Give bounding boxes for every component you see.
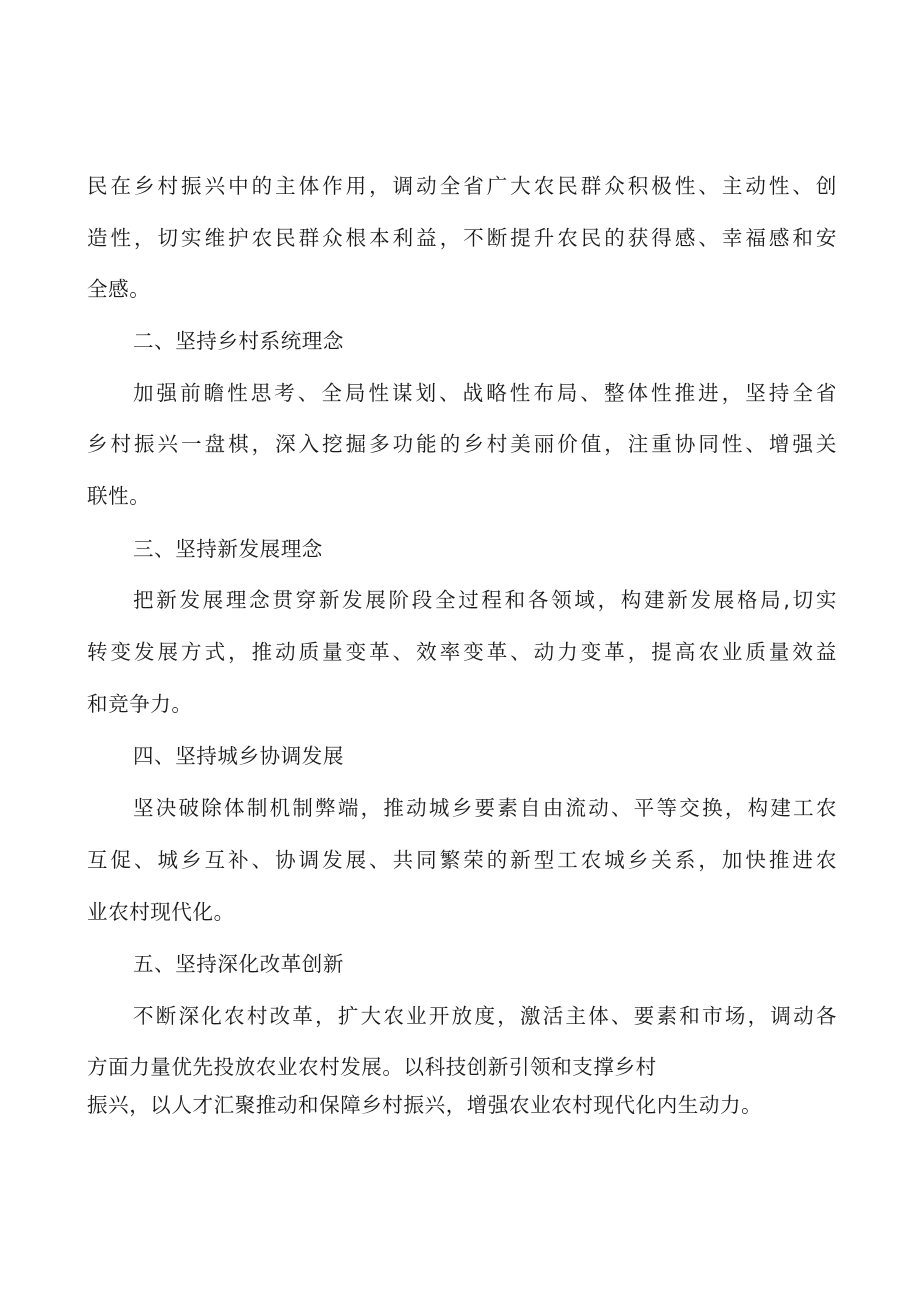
section-heading: 二、坚持乡村系统理念	[133, 329, 344, 353]
paragraph-line: 不断深化农村改革，扩大农业开放度，激活主体、要素和市场，调动各	[133, 1004, 837, 1028]
paragraph-line: 全感。	[87, 277, 151, 301]
paragraph-line: 和竞争力。	[87, 692, 193, 716]
paragraph-line: 振兴，以人才汇聚推动和保障乡村振兴，增强农业农村现代化内生动力。	[87, 1093, 763, 1117]
paragraph-line: 转变发展方式，推动质量变革、效率变革、动力变革，提高农业质量效益	[87, 640, 837, 664]
paragraph-line: 业农村现代化。	[87, 900, 235, 924]
paragraph-line: 加强前瞻性思考、全局性谋划、战略性布局、整体性推进，坚持全省	[133, 381, 837, 405]
paragraph-line: 造性，切实维护农民群众根本利益，不断提升农民的获得感、幸福感和安	[87, 226, 837, 250]
section-heading: 三、坚持新发展理念	[133, 537, 323, 561]
paragraph-line: 民在乡村振兴中的主体作用，调动全省广大农民群众积极性、主动性、创	[87, 174, 837, 198]
paragraph-line: 把新发展理念贯穿新发展阶段全过程和各领域，构建新发展格局,切实	[133, 588, 837, 612]
paragraph-line: 互促、城乡互补、协调发展、共同繁荣的新型工农城乡关系，加快推进农	[87, 848, 837, 872]
paragraph-line: 坚决破除体制机制弊端，推动城乡要素自由流动、平等交换，构建工农	[133, 796, 837, 820]
section-heading: 五、坚持深化改革创新	[133, 952, 344, 976]
section-heading: 四、坚持城乡协调发展	[133, 744, 344, 768]
paragraph-line: 乡村振兴一盘棋，深入挖掘多功能的乡村美丽价值，注重协同性、增强关	[87, 432, 837, 456]
paragraph-line: 方面力量优先投放农业农村发展。以科技创新引领和支撑乡村	[87, 1055, 657, 1079]
paragraph-line: 联性。	[87, 484, 151, 508]
